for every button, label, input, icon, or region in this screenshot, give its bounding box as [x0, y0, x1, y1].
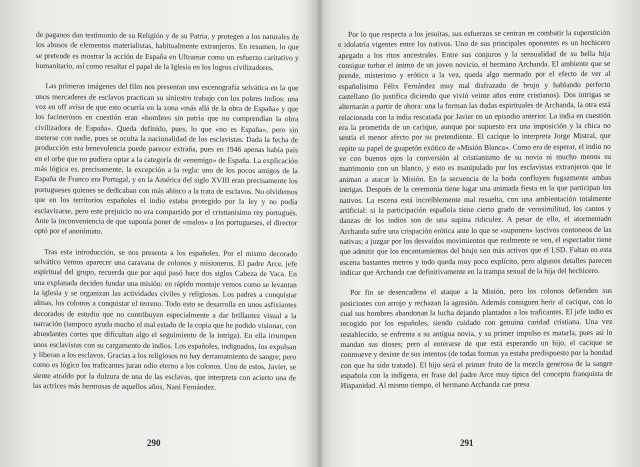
left-paragraph-1: de paganos dan testimonio de su Religión y de su Patria, y protegen a los naturales de los abusos de elementos materialistas, habitualmente extranjeros. En resumen, lo que se pretende es mostrar la acción de España en Ultramar como un esfuerzo caritativo y humanitario, así como resaltar el papel de la Iglesia en los logros civilizadores. [35, 30, 299, 73]
right-paragraph-2: Por fin se desencadena el ataque a la Misión, pero los colonos defienden sus posiciones con arrojo y rechazan la agresión. Además consiguen herir al cacique, con lo cual sus hombres abandonan la lucha dejando plantados a los traficantes. El jefe indio es recogido por los españoles, siendo cuidado con genuina caridad cristiana. Una vez restablecido, se enfrenta a su antigua novia, y su primer impulso es matarla, pues así lo mandan sus dioses; pero al enterarse de que está esperando un hijo, el cacique se conmueve y desiste de sus intentos (de todas formas ya estaba predispuesto por la bondad con que ha sido tratado). El hijo será el primer fruto de la mezcla generosa de la sangre española con la indígena, en frase del padre Arce muy típica del concepto franquista de Hispanidad. Al mismo tiempo, el hermano Archanda cae presa [340, 286, 613, 391]
right-page-number: 291 [460, 438, 474, 448]
left-page [33, 30, 299, 394]
right-paragraph-1: Por lo que respecta a los jesuitas, sus esfuerzos se centran en combatir la superstición e idolatría vigentes entre los nativos. Uno de sus principales oponentes es un hechicero apegado a los ritos ancestrales. Entre sus conjuros y la sensualidad de su bella hija consigue turbar el ánimo de un joven novicio, el hermano Archanda. El ambiente que se prende, misterioso y erótico a la vez, queda algo mermado por el efecto de ver al españolísimo Félix Fernández muy mal disfrazado de brujo y hablando perfecto castellano (lo justifica diciendo que vivió veinte años entre cristianos). Dos intrigas se alternarán a partir de ahora: una la forman las dudas espirituales de Archanda, la otra está relacionada con la india rescatada por Javier en un episodio anterior. La india en cuestión era la prometida de un cacique, aunque por supuesto era una imposición y la chica no sentía el menor afecto por su pretendiente. El cacique lo interpreta Jorge Mistral, que repite su papel de guapetón exótico de «Misión Blanca». Como era de esperar, el indio no ve con buenos ojos la conversión al cristianismo de su novia ni mucho menos su matrimonio con un blanco, y esto es manipulado por los esclavistas extranjeros que le animan a atacar la Misión. En la secuencia de la boda confluyen fugazmente ambas intrigas. Después de la ceremonia tiene lugar una animada fiesta en la que participan los nativos. La escena está increíblemente mal resuelta, con una ambientación totalmente artificial: si la participación española tiene cierto grado de verosimilitud, los cantos y danzas de los indios son de una supina ridiculez. A pesar de ello, el atormentado Archanda sufre una crispación erótica ante lo que se «suponen» lascivos contoneos de las nativas; a juzgar por los desvaídos movimientos que realmente se ven, el espectador tiene que admitir que los encantamientos del brujo son más activos que el LSD. Faltan en esta escena bastantes metros y todo queda muy poco explícito, pero algunos detalles parecen indicar que Archanda cae definitivamente en la trampa sexual de la hija del hechicero. [338, 27, 612, 277]
left-paragraph-2: Las primeras imágenes del film nos presentan una escenografía selvática en la que unos mercaderes de esclavos practican su siniestro trabajo con los pobres indios: una voz en off avisa de que esto ocurría en la zona «más allá de la obra de España» y que los facinerosos en cuestión eran «hombres sin patria que no comprendían la obra civilizadora de España». Queda definido, pues, lo que «no es España», pero sin meterse con nadie, pues se oculta la nacionalidad de los esclavistas. Dada la fecha de producción esta benevolencia puede parecer extraña, pues en 1946 apenas había país en el orbe que no pudiera optar a la categoría de «enemigo» de España. La explicación más lógica es, precisamente, la excepción a la regla: uno de los pocos amigos de la España de Franco era Portugal, y en la América del siglo XVIII eran precisamente los portugueses quienes se dedicaban con más ahínco a la trata de esclavos. No olvidemos que en los territorios españoles el indio estaba protegido por la ley y no podía esclavizarse, pero este prejuicio no era compartido por el cristianísimo rey portugués. Ante la inconveniencia de que suponía poner de «malos» a los portugueses, el director optó por el anonimato. [34, 81, 299, 236]
left-paragraph-3: Tras esta introducción, se nos presenta a los españoles. Por el mismo decorado selvático vemos aparecer una caravana de colonos y misioneros. El padre Arce, jefe espiritual del grupo, recuerda que por aquí pasó hace dos siglos Cabeza de Vaca. En una explanada deciden fundar una misión: en rápido montaje vemos como se levantan la iglesia y se organizan las actividades civiles y religiosas. Los padres a conquistar almas, los colonos a conquistar el terreno. Todo esto se desarrolla en unos asfixiantes decorados de estudio que no contribuyen especialmente a dar brillantez visual a la narración (tampoco ayuda mucho el mal estado de la copia que he podido visionar, con abundantes cortes que dificultan algo el seguimiento de la intriga). En ella irrumpen unos esclavistas con su cargamento de indios. Los españoles, indignados, los expulsan y liberan a los esclavos. Gracias a los religiosos no hay derramamiento de sangre; pero como es lógico los traficantes juran odio eterno a los colonos. Uno de estos, Javier, se siente atraído por la dulzura de una de las esclavas, que interpreta con acierto una de las actrices más hermosas de aquellos años, Nani Fernández. [32, 246, 298, 392]
left-page-number: 290 [147, 438, 161, 448]
book-gutter [305, 0, 331, 467]
right-page [338, 28, 613, 392]
